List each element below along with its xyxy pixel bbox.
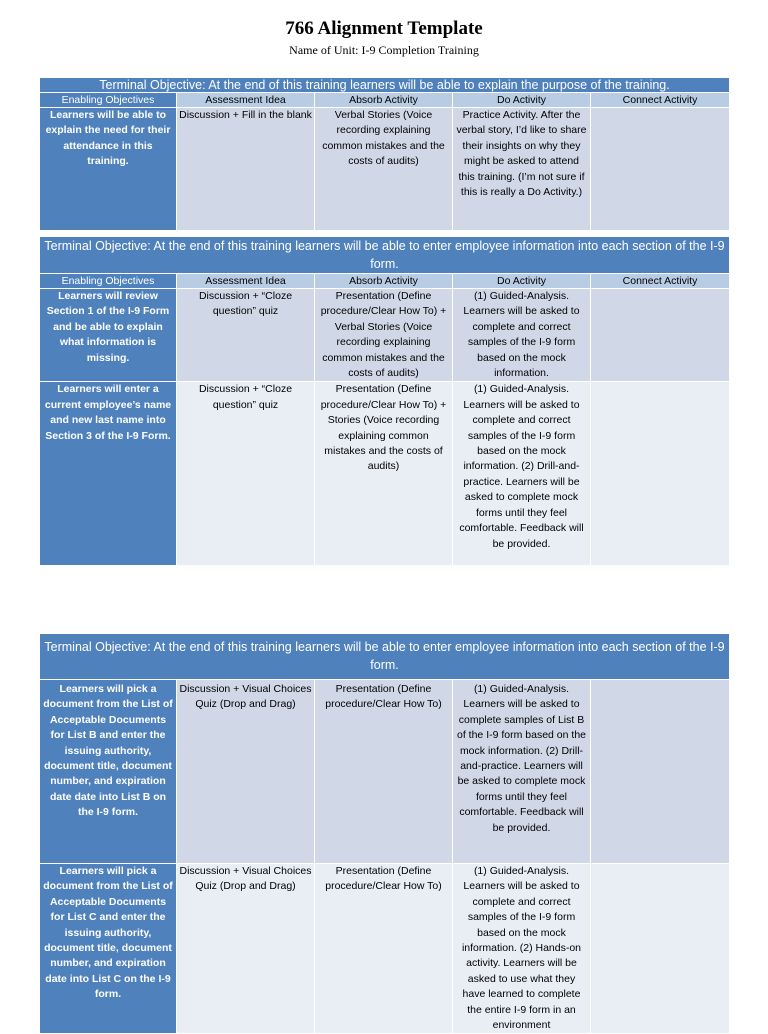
absorb-activity: Presentation (Define procedure/Clear How To) + Verbal Stories (Voice recording explaining common mistakes and the costs of audits) (315, 289, 453, 382)
absorb-activity: Presentation (Define procedure/Clear How To) (315, 680, 453, 864)
assessment-idea: Discussion + Fill in the blank (177, 108, 315, 231)
enabling-objective: Learners will be able to explain the need for their attendance in this training. (40, 108, 177, 231)
header-absorb: Absorb Activity (315, 93, 453, 108)
absorb-activity: Verbal Stories (Voice recording explaining common mistakes and the costs of audits) (315, 108, 453, 231)
header-connect: Connect Activity (591, 93, 730, 108)
header-enabling: Enabling Objectives (40, 274, 177, 289)
assessment-idea: Discussion + Visual Choices Quiz (Drop and Drag) (177, 680, 315, 864)
enabling-objective: Learners will review Section 1 of the I-9 Form and be able to explain what information is missing. (40, 289, 177, 382)
objective-table-2 (39, 236, 730, 566)
do-activity: Practice Activity. After the verbal story, I’d like to share their insights on why they might be asked to attend this training. (I’m not sure if this is really a Do Activity.) (453, 108, 591, 231)
header-assessment: Assessment Idea (177, 93, 315, 108)
header-absorb: Absorb Activity (315, 274, 453, 289)
header-do: Do Activity (453, 274, 591, 289)
objective-table-1 (39, 77, 730, 231)
connect-activity (591, 108, 730, 231)
header-enabling: Enabling Objectives (40, 93, 177, 108)
assessment-idea: Discussion + Visual Choices Quiz (Drop and Drag) (177, 864, 315, 1034)
header-assessment: Assessment Idea (177, 274, 315, 289)
absorb-activity: Presentation (Define procedure/Clear How To) + Stories (Voice recording explaining common mistakes and the costs of audits) (315, 382, 453, 566)
unit-name: Name of Unit: I-9 Completion Training (289, 43, 479, 57)
enabling-objective: Learners will pick a document from the List of Acceptable Documents for List B and enter the issuing authority, document title, document number, and expiration date date into List B on the I-9 form. (40, 680, 177, 864)
header-do: Do Activity (453, 93, 591, 108)
enabling-objective: Learners will enter a current employee’s name and new last name into Section 3 of the I-9 Form. (40, 382, 177, 566)
terminal-objective: Terminal Objective: At the end of this training learners will be able to enter employee information into each section of the I-9 form. (40, 237, 730, 274)
connect-activity (591, 864, 730, 1034)
document-title: 766 Alignment Template (285, 18, 483, 39)
terminal-objective: Terminal Objective: At the end of this training learners will be able to explain the purpose of the training. (40, 78, 730, 93)
do-activity: (1) Guided-Analysis. Learners will be asked to complete and correct samples of the I-9 form based on the mock information. (2) Drill-and-practice. Learners will be asked to complete mock forms until they feel comfortable. Feedback will be provided. (453, 382, 591, 566)
absorb-activity: Presentation (Define procedure/Clear How To) (315, 864, 453, 1034)
header-connect: Connect Activity (591, 274, 730, 289)
connect-activity (591, 382, 730, 566)
assessment-idea: Discussion + “Cloze question” quiz (177, 382, 315, 566)
connect-activity (591, 289, 730, 382)
terminal-objective: Terminal Objective: At the end of this training learners will be able to enter employee information into each section of the I-9 form. (40, 634, 730, 680)
assessment-idea: Discussion + “Cloze question” quiz (177, 289, 315, 382)
enabling-objective: Learners will pick a document from the List of Acceptable Documents for List C and enter the issuing authority, document title, document number, and expiration date into List C on the I-9 form. (40, 864, 177, 1034)
do-activity: (1) Guided-Analysis. Learners will be asked to complete and correct samples of the I-9 form based on the mock information. (2) Hands-on activity. Learners will be asked to use what they have learned to complete the entire I-9 form in an environment (453, 864, 591, 1034)
do-activity: (1) Guided-Analysis. Learners will be asked to complete and correct samples of the I-9 form based on the mock information. (453, 289, 591, 382)
do-activity: (1) Guided-Analysis. Learners will be asked to complete samples of List B of the I-9 form based on the mock information. (2) Drill-and-practice. Learners will be asked to complete mock forms until they feel comfortable. Feedback will be provided. (453, 680, 591, 864)
connect-activity (591, 680, 730, 864)
objective-table-3 (39, 633, 730, 1034)
